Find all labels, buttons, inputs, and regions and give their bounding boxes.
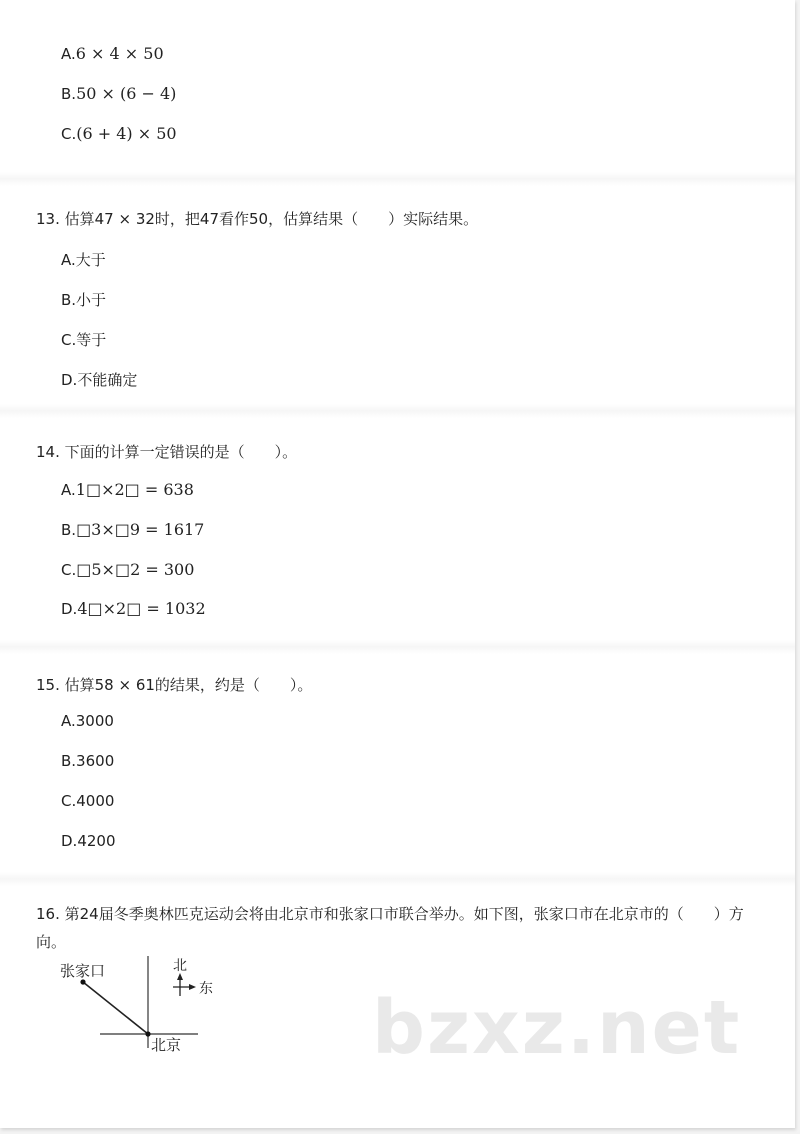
section-divider — [0, 404, 795, 418]
option-prefix: B. — [61, 85, 77, 103]
q15-stem — [36, 674, 312, 695]
option-expression: 1□×2□ = 638 — [75, 480, 194, 499]
q14-option-b — [61, 520, 204, 539]
route-line — [83, 982, 148, 1034]
option-prefix: D. — [61, 600, 78, 618]
option-prefix: C. — [61, 561, 77, 579]
question-text: 估算58 × 61的结果，约是（ ）。 — [64, 676, 313, 694]
question-number: 13. — [36, 210, 60, 228]
question-text: 估算47 × 32时，把47看作50，估算结果（ ）实际结果。 — [64, 210, 479, 228]
option-expression: 6 × 4 × 50 — [75, 44, 164, 63]
q16-stem — [36, 900, 766, 956]
option-prefix: C. — [61, 125, 77, 143]
question-number: 14. — [36, 443, 60, 461]
question-number: 15. — [36, 676, 60, 694]
option-expression: 50 × (6 − 4) — [76, 84, 177, 103]
q13-option-d: D.不能确定 — [61, 371, 138, 389]
q14-option-a — [61, 480, 194, 499]
q13-stem — [36, 208, 478, 229]
question-number: 16. — [36, 905, 60, 923]
section-divider — [0, 172, 795, 186]
option-expression: □3×□9 = 1617 — [76, 520, 205, 539]
beijing-point — [145, 1031, 150, 1036]
option-expression: 4□×2□ = 1032 — [77, 599, 206, 618]
label-north: 北 — [173, 958, 187, 974]
question-text: 第24届冬季奥林匹克运动会将由北京市和张家口市联合举办。如下图，张家口市在北京市的（ ）方向。 — [36, 905, 744, 951]
q15-option-b: B.3600 — [61, 752, 115, 770]
option-prefix: A. — [61, 45, 76, 63]
label-beijing: 北京 — [151, 1036, 182, 1054]
question-text: 下面的计算一定错误的是（ ）。 — [64, 443, 298, 461]
option-prefix: B. — [61, 521, 77, 539]
q13-option-b: B.小于 — [61, 291, 107, 309]
compass-north-arrowhead — [177, 973, 183, 980]
section-divider — [0, 640, 795, 654]
q13-option-a: A.大于 — [61, 251, 106, 269]
q14-option-c — [61, 560, 194, 579]
option-expression: □5×□2 = 300 — [76, 560, 195, 579]
section-divider — [0, 872, 795, 886]
option-prefix: A. — [61, 481, 76, 499]
q12-option-b — [61, 84, 176, 103]
q12-option-c — [61, 124, 177, 143]
q14-stem — [36, 441, 297, 462]
q15-option-d: D.4200 — [61, 832, 116, 850]
label-zhangjiakou: 张家口 — [60, 962, 106, 980]
direction-diagram — [56, 956, 226, 1056]
q12-option-a — [61, 44, 164, 63]
option-expression: (6 + 4) × 50 — [76, 124, 177, 143]
q13-option-c: C.等于 — [61, 331, 107, 349]
q15-option-a: A.3000 — [61, 712, 114, 730]
zhangjiakou-point — [80, 979, 85, 984]
q14-option-d — [61, 599, 206, 618]
label-east: 东 — [199, 981, 213, 997]
compass-east-arrowhead — [189, 984, 196, 990]
q15-option-c: C.4000 — [61, 792, 115, 810]
watermark: bzxz.net — [372, 985, 742, 1071]
